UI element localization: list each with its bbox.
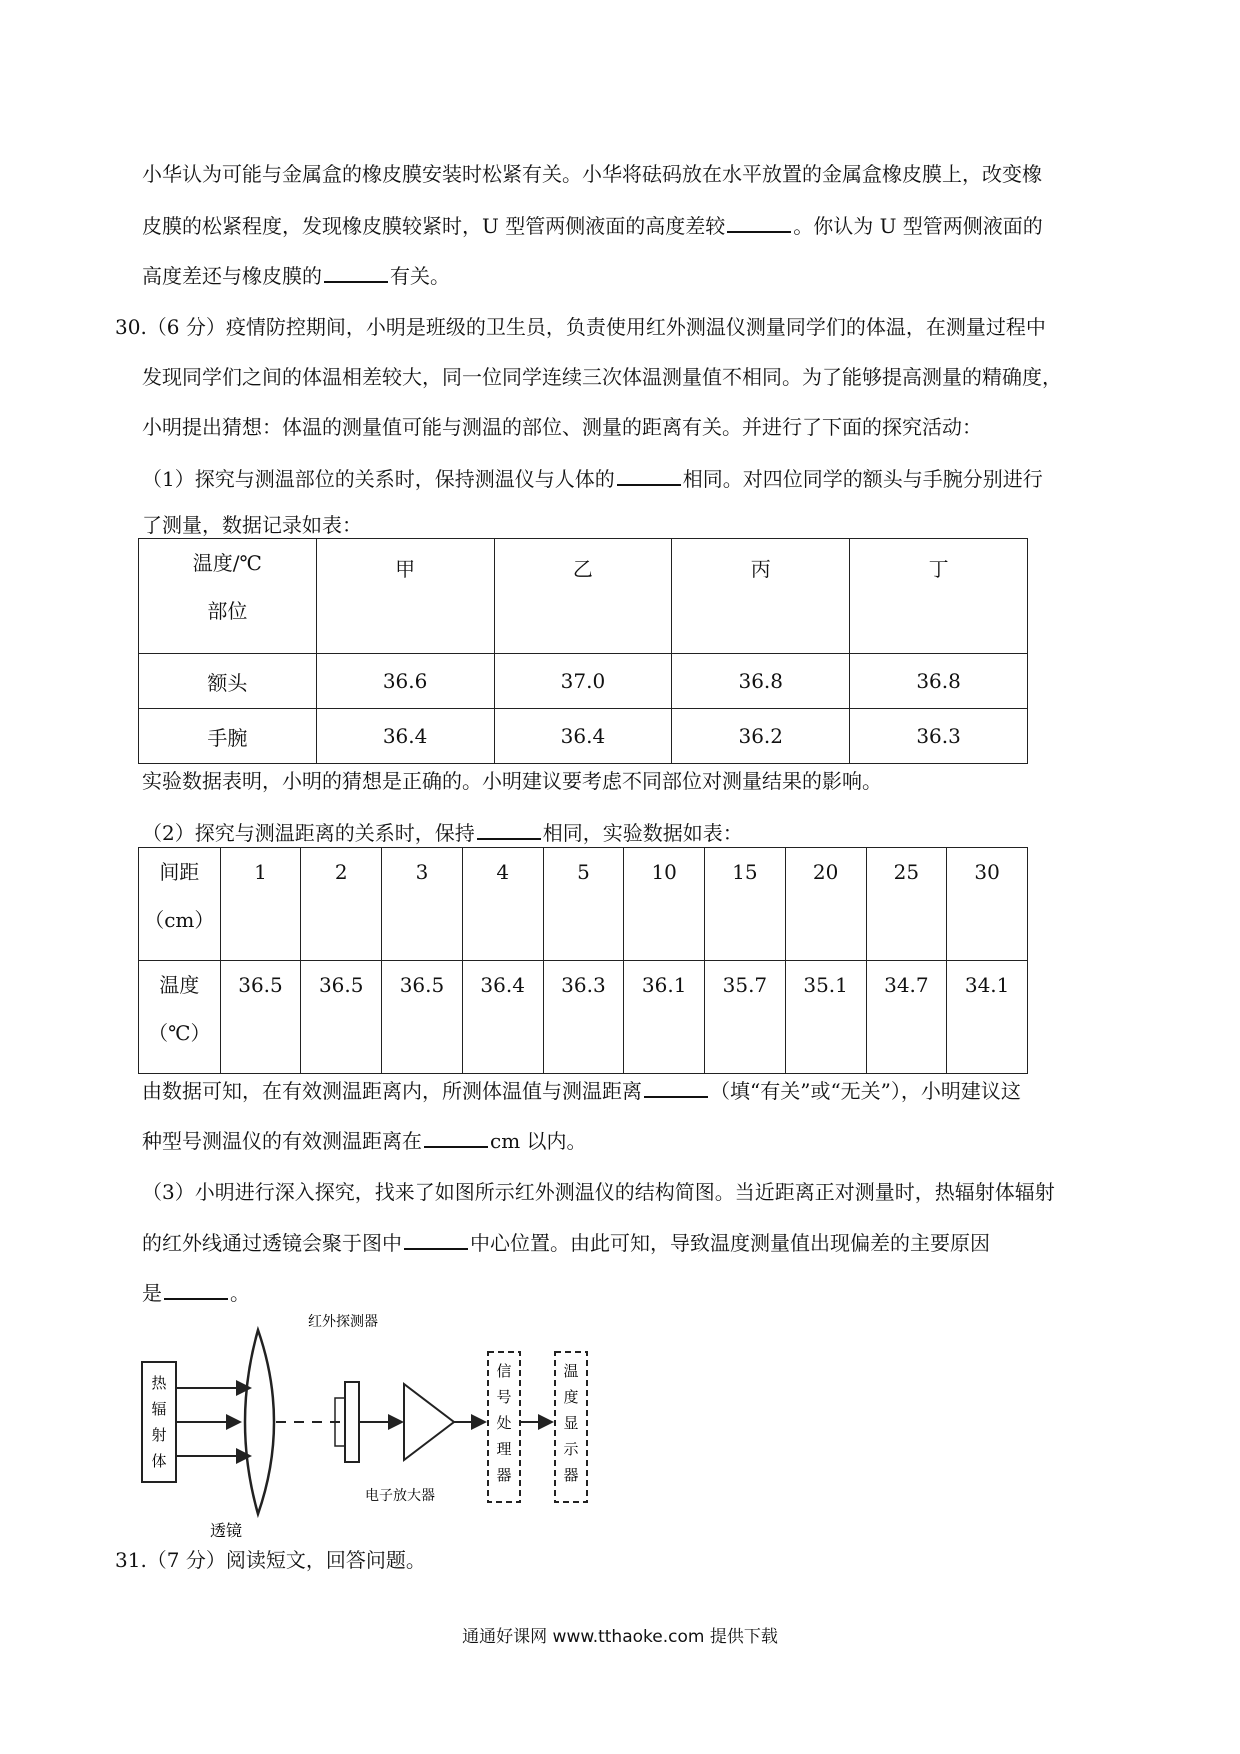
answer-blank[interactable] — [404, 1228, 468, 1250]
table2-temperature-cell: 36.1 — [624, 961, 705, 1074]
table1-row-label: 手腕 — [139, 709, 317, 764]
temperature-by-distance-table — [138, 847, 1028, 1074]
intro-line-2: 皮膜的松紧程度，发现橡皮膜较紧时，U 型管两侧液面的高度差较 。你认为 U 型管两侧液面的 — [142, 211, 1043, 240]
q30-part3-line-1: （3）小明进行深入探究，找来了如图所示红外测温仪的结构简图。当近距离正对测量时，热辐射体辐射 — [142, 1180, 1055, 1204]
table1-cell: 36.4 — [316, 709, 494, 764]
table1-column-header: 丙 — [672, 539, 850, 654]
table1-cell: 36.8 — [850, 654, 1028, 709]
q30-part2-line-3: 种型号测温仪的有效测温距离在 cm 以内。 — [142, 1126, 587, 1155]
processor-label: 号 — [496, 1388, 512, 1406]
processor-label: 器 — [496, 1466, 512, 1484]
display-label: 显 — [563, 1414, 579, 1432]
lens-shape — [245, 1330, 274, 1514]
infrared-thermometer-diagram — [140, 1310, 620, 1540]
detector-label: 红外探测器 — [308, 1314, 378, 1330]
q30-part2-line-1: （2）探究与测温距离的关系时，保持 相同，实验数据如表： — [142, 818, 743, 847]
table1-cell: 36.8 — [672, 654, 850, 709]
table-row — [139, 709, 1028, 764]
table2-distance-cell: 15 — [705, 848, 786, 961]
q30-part3-line-3: 是 。 — [142, 1278, 250, 1307]
amplifier-label: 电子放大器 — [365, 1488, 435, 1504]
table2-temperature-cell: 34.1 — [947, 961, 1028, 1074]
answer-blank[interactable] — [424, 1126, 488, 1148]
table-row — [139, 961, 1028, 1074]
processor-label: 处 — [496, 1414, 512, 1432]
display-label: 示 — [563, 1440, 579, 1458]
display-label: 度 — [563, 1388, 579, 1406]
table-row — [139, 654, 1028, 709]
table1-corner-header: 温度/℃ 部位 — [139, 539, 317, 654]
q30-part3-line-2: 的红外线通过透镜会聚于图中 中心位置。由此可知，导致温度测量值出现偏差的主要原因 — [142, 1228, 990, 1257]
heat-source-label: 射 — [151, 1426, 167, 1444]
answer-blank[interactable] — [164, 1278, 228, 1300]
table2-temperature-cell: 35.7 — [705, 961, 786, 1074]
q30-conclusion-1: 实验数据表明，小明的猜想是正确的。小明建议要考虑不同部位对测量结果的影响。 — [142, 769, 882, 793]
table2-distance-cell: 1 — [220, 848, 301, 961]
table2-distance-cell: 10 — [624, 848, 705, 961]
table-row — [139, 848, 1028, 961]
intro-line-1: 小华认为可能与金属盒的橡皮膜安装时松紧有关。小华将砝码放在水平放置的金属盒橡皮膜上，改变橡 — [142, 162, 1042, 186]
display-label: 温 — [563, 1362, 579, 1380]
table2-temperature-cell: 36.5 — [301, 961, 382, 1074]
processor-label: 信 — [496, 1362, 512, 1380]
amplifier-triangle — [404, 1384, 454, 1460]
answer-blank[interactable] — [477, 818, 541, 840]
table1-column-header: 甲 — [316, 539, 494, 654]
heat-source-label: 热 — [151, 1374, 167, 1392]
heat-source-label: 辐 — [151, 1400, 167, 1418]
q30-part1-line-1: （1）探究与测温部位的关系时，保持测温仪与人体的 相同。对四位同学的额头与手腕分别进行 — [142, 464, 1043, 493]
answer-blank[interactable] — [324, 261, 388, 283]
processor-label: 理 — [496, 1440, 512, 1458]
table2-temperature-cell: 36.5 — [382, 961, 463, 1074]
table1-cell: 36.6 — [316, 654, 494, 709]
table2-row-label: 温度 （℃） — [139, 961, 221, 1074]
table2-distance-cell: 25 — [866, 848, 947, 961]
table1-cell: 36.3 — [850, 709, 1028, 764]
q30-line-1: 30.（6 分）疫情防控期间，小明是班级的卫生员，负责使用红外测温仪测量同学们的体温，在测量过程中 — [115, 315, 1046, 339]
table2-temperature-cell: 36.3 — [543, 961, 624, 1074]
table2-distance-cell: 3 — [382, 848, 463, 961]
q30-line-2: 发现同学们之间的体温相差较大，同一位同学连续三次体温测量值不相同。为了能够提高测量的精确度， — [142, 365, 1062, 389]
table1-cell: 37.0 — [494, 654, 672, 709]
table1-column-header: 丁 — [850, 539, 1028, 654]
q30-line-3: 小明提出猜想：体温的测量值可能与测温的部位、测量的距离有关。并进行了下面的探究活动： — [142, 415, 982, 439]
table2-temperature-cell: 35.1 — [785, 961, 866, 1074]
intro-line-3: 高度差还与橡皮膜的 有关。 — [142, 261, 450, 290]
table2-row-label: 间距 （cm） — [139, 848, 221, 961]
page-footer: 通通好课网 www.tthaoke.com 提供下载 — [462, 1627, 778, 1647]
answer-blank[interactable] — [727, 211, 791, 233]
table2-distance-cell: 5 — [543, 848, 624, 961]
table2-temperature-cell: 36.4 — [462, 961, 543, 1074]
table2-distance-cell: 30 — [947, 848, 1028, 961]
answer-blank[interactable] — [617, 464, 681, 486]
table2-temperature-cell: 36.5 — [220, 961, 301, 1074]
table1-column-header: 乙 — [494, 539, 672, 654]
detector-box — [345, 1382, 359, 1462]
heat-source-label: 体 — [151, 1452, 167, 1470]
table2-temperature-cell: 34.7 — [866, 961, 947, 1074]
lens-label: 透镜 — [210, 1521, 243, 1540]
table1-row-label: 额头 — [139, 654, 317, 709]
table1-cell: 36.2 — [672, 709, 850, 764]
table1-cell: 36.4 — [494, 709, 672, 764]
q30-part1-line-2: 了测量，数据记录如表： — [142, 513, 362, 537]
table2-distance-cell: 4 — [462, 848, 543, 961]
q30-part2-line-2: 由数据可知，在有效测温距离内，所测体温值与测温距离 （填“有关”或“无关”），小明建议这 — [142, 1076, 1021, 1105]
table2-distance-cell: 2 — [301, 848, 382, 961]
q31-line: 31.（7 分）阅读短文，回答问题。 — [115, 1548, 426, 1572]
display-label: 器 — [563, 1466, 579, 1484]
body-temperature-by-position-table — [138, 538, 1028, 764]
table2-distance-cell: 20 — [785, 848, 866, 961]
answer-blank[interactable] — [644, 1076, 708, 1098]
